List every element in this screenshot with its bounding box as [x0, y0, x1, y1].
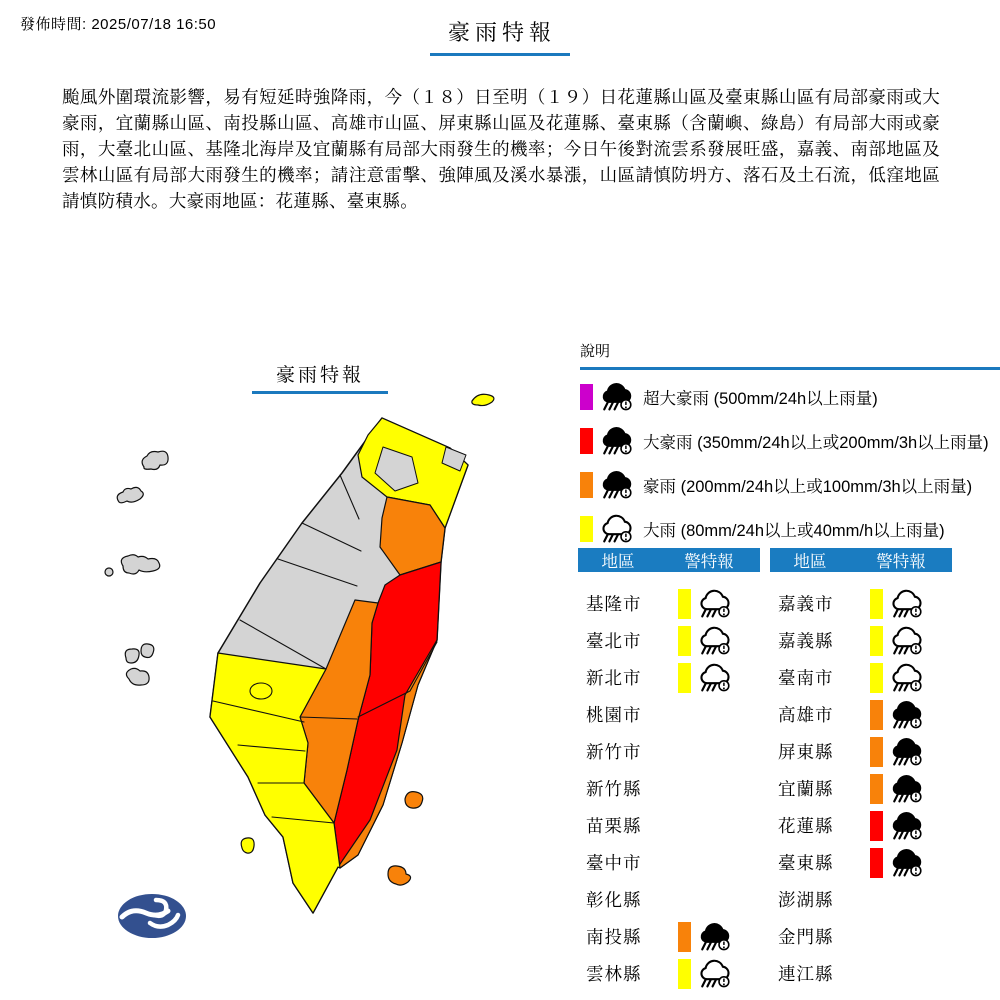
table-row-hualien: [770, 807, 952, 844]
region-name: 臺北市: [586, 631, 642, 651]
legend-divider: [580, 367, 1000, 370]
rain-cloud-filled-icon: [889, 700, 925, 730]
region-name: 澎湖縣: [778, 890, 834, 910]
warning-cell: [870, 774, 925, 804]
table-row-tainan: [770, 659, 952, 696]
table-row-taitung: [770, 844, 952, 881]
legend-label: 超大豪雨 (500mm/24h以上雨量): [643, 390, 878, 408]
map-islet-green-island-orange: [405, 792, 423, 808]
region-name: 高雄市: [778, 705, 834, 725]
heavy-rain-swatch: [678, 959, 691, 989]
region-name: 桃園市: [586, 705, 642, 725]
region-name: 南投縣: [586, 927, 642, 947]
table-row-lienchiang: [770, 955, 952, 992]
rain-cloud-outline-icon: [697, 663, 733, 693]
warning-cell: [870, 663, 925, 693]
heavy-rain-swatch: [870, 663, 883, 693]
legend-label: 豪雨 (200mm/24h以上或100mm/3h以上雨量): [643, 478, 973, 496]
region-name: 基隆市: [586, 594, 642, 614]
warning-column-header: 警特報: [684, 553, 734, 571]
table-row-kinmen: [770, 918, 952, 955]
region-name: 連江縣: [778, 964, 834, 984]
legend-item-torrential: [580, 468, 1000, 502]
table-row-chiayi-county: [770, 622, 952, 659]
cwa-logo: [118, 894, 186, 938]
taiwan-warning-map: [100, 355, 520, 955]
heavy-rain-swatch: [678, 589, 691, 619]
region-name: 臺南市: [778, 668, 834, 688]
region-name: 嘉義縣: [778, 631, 834, 651]
rain-cloud-filled-icon: [889, 737, 925, 767]
rain-cloud-filled-icon: [889, 811, 925, 841]
rain-cloud-outline-icon: [889, 589, 925, 619]
extra-torrential-swatch: [870, 848, 883, 878]
table-row-yunlin: [578, 955, 760, 992]
region-name: 新竹縣: [586, 779, 642, 799]
publish-time: 發佈時間: 2025/07/18 16:50: [20, 16, 217, 33]
map-title: 豪雨特報: [252, 360, 388, 394]
heavy-rain-swatch: [580, 516, 593, 542]
extra-torrential-swatch: [870, 811, 883, 841]
warning-tables: [578, 548, 962, 992]
rain-cloud-outline-icon: [889, 663, 925, 693]
warning-cell: [678, 626, 733, 656]
table-row-keelung: [578, 585, 760, 622]
taiwan-map-svg: [100, 355, 520, 955]
table-row-nantou: [578, 918, 760, 955]
table-row-penghu: [770, 881, 952, 918]
rain-cloud-filled-icon: [889, 848, 925, 878]
torrential-swatch: [678, 922, 691, 952]
warning-cell: [870, 811, 925, 841]
warning-cell: [870, 589, 925, 619]
warning-table-left: [578, 548, 760, 992]
heavy-rain-swatch: [870, 589, 883, 619]
rain-cloud-filled-icon: [599, 470, 635, 500]
heavy-rain-swatch: [678, 626, 691, 656]
region-name: 苗栗縣: [586, 816, 642, 836]
legend-label: 大豪雨 (350mm/24h以上或200mm/3h以上雨量): [643, 434, 989, 452]
warning-cell: [870, 737, 925, 767]
torrential-swatch: [580, 472, 593, 498]
legend-title: 說明: [580, 343, 611, 360]
region-column-header: 地區: [601, 553, 635, 571]
map-islet-liuqiu-yellow: [241, 838, 254, 853]
rain-cloud-outline-icon: [889, 626, 925, 656]
table-row-new-taipei: [578, 659, 760, 696]
table-row-changhua: [578, 881, 760, 918]
torrential-swatch: [870, 737, 883, 767]
warning-cell: [870, 700, 925, 730]
region-name: 新北市: [586, 668, 642, 688]
rain-cloud-filled-icon: [697, 922, 733, 952]
table-row-hsinchu-county: [578, 770, 760, 807]
legend-label: 大雨 (80mm/24h以上或40mm/h以上雨量): [643, 522, 945, 540]
rain-cloud-outline-icon: [697, 589, 733, 619]
rain-cloud-filled-icon: [599, 426, 635, 456]
legend-item-extremely-torrential: [580, 380, 1000, 414]
heavy-rain-swatch: [870, 626, 883, 656]
table-row-chiayi-city: [770, 585, 952, 622]
region-name: 屏東縣: [778, 742, 834, 762]
table-header: [578, 548, 760, 572]
advisory-description: 颱風外圍環流影響，易有短延時強降雨，今（１８）日至明（１９）日花蓮縣山區及臺東縣山區有局部豪雨或大豪雨，宜蘭縣山區、南投縣山區、高雄市山區、屏東縣山區及花蓮縣、臺東縣（含蘭嶼、綠島）有局部大雨或豪雨，大臺北山區、基隆北海岸及宜蘭縣有局部大雨發生的機率；今日午後對流雲系發展旺盛，嘉義、南部地區及雲林山區有局部大雨發生的機率；請注意雷擊、強陣風及溪水暴漲，山區請慎防坍方、落石及土石流，低窪地區請慎防積水。大豪雨地區：花蓮縣、臺東縣。: [62, 87, 940, 211]
extra-torrential-swatch: [580, 428, 593, 454]
table-row-miaoli: [578, 807, 760, 844]
torrential-swatch: [870, 700, 883, 730]
rain-cloud-outline-icon: [599, 514, 635, 544]
rain-cloud-outline-icon: [697, 626, 733, 656]
warning-cell: [678, 959, 733, 989]
table-row-yilan: [770, 770, 952, 807]
rain-cloud-filled-icon: [889, 774, 925, 804]
warning-cell: [870, 626, 925, 656]
map-islet-orchid-island-orange: [388, 866, 411, 885]
torrential-swatch: [870, 774, 883, 804]
rain-cloud-outline-icon: [697, 959, 733, 989]
region-name: 新竹市: [586, 742, 642, 762]
region-column-header: 地區: [793, 553, 827, 571]
region-name: 臺東縣: [778, 853, 834, 873]
legend-item-extra-torrential: [580, 424, 1000, 458]
table-row-taichung: [578, 844, 760, 881]
warning-table-right: [770, 548, 952, 992]
table-row-kaohsiung: [770, 696, 952, 733]
rain-cloud-filled-icon: [599, 382, 635, 412]
legend: [580, 340, 1000, 546]
warning-cell: [678, 663, 733, 693]
warning-cell: [678, 589, 733, 619]
map-offshore-islands-gray: [105, 451, 168, 685]
table-row-pingtung: [770, 733, 952, 770]
table-row-taoyuan: [578, 696, 760, 733]
region-name: 彰化縣: [586, 890, 642, 910]
warning-column-header: 警特報: [876, 553, 926, 571]
table-header: [770, 548, 952, 572]
region-name: 金門縣: [778, 927, 834, 947]
table-row-hsinchu-city: [578, 733, 760, 770]
warning-cell: [870, 848, 925, 878]
region-name: 宜蘭縣: [778, 779, 834, 799]
legend-item-heavy-rain: [580, 512, 1000, 546]
region-name: 花蓮縣: [778, 816, 834, 836]
page-title-wrap: [0, 16, 1000, 56]
extremely-torrential-swatch: [580, 384, 593, 410]
region-name: 雲林縣: [586, 964, 642, 984]
region-name: 嘉義市: [778, 594, 834, 614]
heavy-rain-swatch: [678, 663, 691, 693]
warning-cell: [678, 922, 733, 952]
table-row-taipei: [578, 622, 760, 659]
map-chiayi-city-enclave: [250, 683, 272, 699]
map-islet-northeast-yellow: [472, 394, 494, 405]
page-title: 豪雨特報: [430, 16, 570, 56]
region-name: 臺中市: [586, 853, 642, 873]
